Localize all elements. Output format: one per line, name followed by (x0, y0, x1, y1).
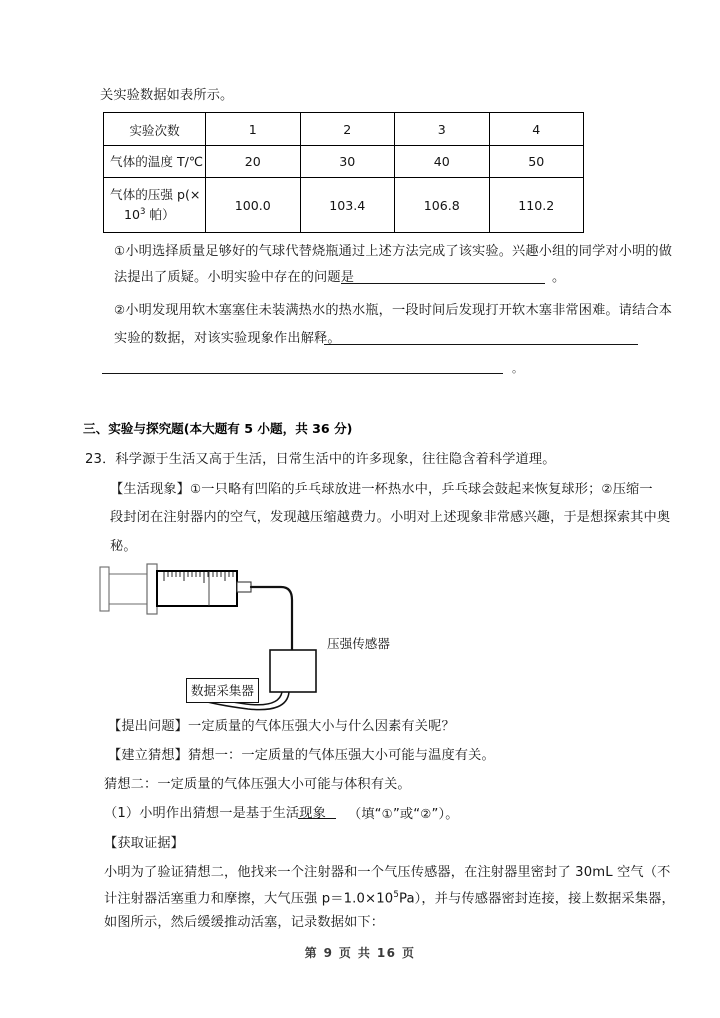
question-label: 【提出问题】 (108, 719, 189, 734)
table-row (104, 113, 584, 146)
page-footer: 第 9 页 共 16 页 (304, 946, 416, 960)
answer-blank-2a[interactable] (324, 344, 638, 345)
section-heading: 三、实验与探究题(本大题有 5 小题，共 36 分) (83, 421, 353, 436)
experiment-data-table (103, 112, 584, 233)
table-header-pressure (104, 178, 206, 233)
circled-2-icon: ② (601, 481, 613, 496)
evidence-label: 【获取证据】 (104, 836, 185, 851)
sub-question-1-prefix: （1）小明作出猜想一是基于生活现象 (104, 806, 326, 821)
item2-line2-prefix: 实验的数据，对该实验现象作出解释。 (114, 331, 341, 346)
plunger-flange-icon (100, 567, 109, 611)
phenomena-line2: 段封闭在注射器内的空气，发现越压缩越费力。小明对上述现象非常感兴趣，于是想探索其中奥 (110, 510, 671, 525)
table-cell: 100.0 (206, 178, 301, 233)
table-cell: 20 (206, 146, 301, 178)
table-cell: 103.4 (300, 178, 395, 233)
circled-1-icon: ① (190, 481, 202, 496)
circled-1-icon: ① (114, 243, 126, 258)
item1-line2-prefix: 法提出了质疑。小明实验中存在的问题是 (114, 270, 355, 285)
question-23-stem: 23．科学源于生活又高于生活，日常生活中的许多现象，往往隐含着科学道理。 (85, 452, 556, 467)
table-row (104, 146, 584, 178)
table-cell: 106.8 (395, 178, 490, 233)
data-collector-box (186, 678, 259, 703)
data-collector-label: 数据采集器 (191, 683, 254, 698)
table-cell: 4 (489, 113, 584, 146)
table-cell: 1 (206, 113, 301, 146)
item2-line3-suffix: 。 (512, 362, 524, 375)
sub-question-1-suffix: （填“①”或“②”）。 (348, 806, 459, 822)
question-block: 【提出问题】一定质量的气体压强大小与什么因素有关呢？ (108, 719, 455, 734)
answer-blank-2b[interactable] (102, 373, 503, 374)
guess-2: 猜想二：一定质量的气体压强大小可能与体积有关。 (104, 777, 411, 792)
table-cell: 40 (395, 146, 490, 178)
pressure-header-exponent: 3 (140, 206, 146, 217)
phenomena-line1: 【生活现象】①一只略有凹陷的乒乓球放进一杯热水中，乒乓球会鼓起来恢复球形；②压缩一 (110, 481, 653, 497)
evidence-line2: 计注射器活塞重力和摩擦，大气压强 $p=1.0\times 10^5Pa$），并与传感器密封连接，接上数据采集器， (104, 890, 675, 907)
table-cell: 30 (300, 146, 395, 178)
table-row (104, 178, 584, 233)
circled-2-icon: ② (420, 806, 432, 821)
item1-line2-suffix: 。 (552, 270, 566, 285)
table-cell: 2 (300, 113, 395, 146)
question-number: 23． (85, 452, 116, 467)
pressure-sensor-box (270, 650, 316, 692)
guess-label: 【建立猜想】 (108, 748, 189, 763)
piston-icon (147, 564, 157, 614)
phenomena-label: 【生活现象】 (110, 482, 191, 497)
table-cell: 50 (489, 146, 584, 178)
pressure-header-line1: 气体的压强 p(× (110, 187, 201, 203)
guess-block: 【建立猜想】猜想一：一定质量的气体压强大小可能与温度有关。 (108, 748, 495, 763)
evidence-line1: 小明为了验证猜想二，他找来一个注射器和一个气压传感器，在注射器里密封了 30mL 空气（不 (104, 865, 671, 880)
intro-line: 关实验数据如表所示。 (100, 88, 234, 103)
pressure-header-unit: 帕） (145, 207, 175, 222)
pressure-sensor-label: 压强传感器 (327, 636, 390, 651)
experiment-setup-figure (96, 562, 446, 714)
syringe-nozzle-icon (237, 582, 251, 592)
answer-blank-3[interactable] (298, 818, 336, 819)
answer-blank-1[interactable] (341, 283, 545, 284)
circled-2-icon: ② (114, 302, 126, 317)
connector-tube (251, 587, 292, 650)
table-cell: 3 (395, 113, 490, 146)
exponent-5: 5 (393, 890, 399, 900)
phenomena-line3: 秘。 (110, 539, 137, 554)
item1-line1: ①小明选择质量足够好的气球代替烧瓶通过上述方法完成了该实验。兴趣小组的同学对小明的做 (114, 243, 673, 259)
evidence-line3: 如图所示，然后缓缓推动活塞，记录数据如下： (104, 915, 385, 930)
circled-1-icon: ① (381, 806, 393, 821)
pressure-header-base: 10 (124, 207, 141, 222)
item2-line1: ②小明发现用软木塞塞住未装满热水的热水瓶，一段时间后发现打开软木塞非常困难。请结合本 (114, 302, 673, 318)
syringe-sensor-diagram (96, 562, 446, 714)
table-header-trial: 实验次数 (104, 113, 206, 146)
table-header-temperature: 气体的温度 T/℃ (104, 146, 206, 178)
table-cell: 110.2 (489, 178, 584, 233)
